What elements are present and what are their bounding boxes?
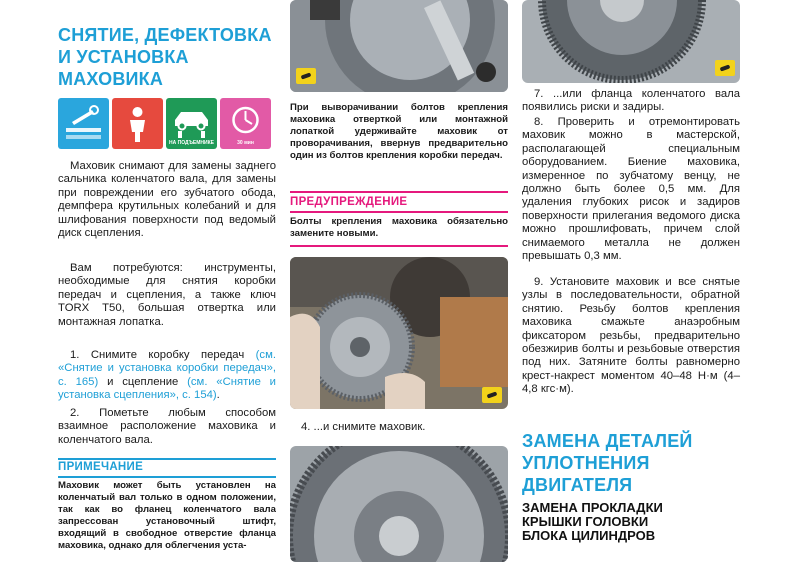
photo-unscrew-bolts <box>290 0 508 92</box>
section2-title-line: УПЛОТНЕНИЯ <box>522 453 650 473</box>
step-9: 9. Установите маховик и все снятые узлы в последовательности, обратной снятию. Резьбу болтов крепления маховика смажьте анаэробным фиксатором резьбы, предварительно обезжирив болты и резьбовые отверстия под них. Затяните болты равномерно крест-накрест моментом 40–48 Н·м (4–4,8 кгс·м). <box>522 276 740 396</box>
step-1: 1. Снимите коробку передач (см. «Снятие и установка коробки передач», с. 165) и сцепление (см. «Снятие и установка сцепления», с. 154). <box>58 349 276 402</box>
warning-rule <box>290 211 508 213</box>
lift-caption: НА ПОДЪЕМНИКЕ <box>168 140 215 146</box>
subsection-title-line: БЛОКА ЦИЛИНДРОВ <box>522 528 656 543</box>
time-caption: 30 мин <box>237 140 254 146</box>
wrench-skill-icon <box>58 98 109 149</box>
step-4: 4. ...и снимите маховик. <box>301 421 426 433</box>
tool-tag-icon <box>715 60 735 76</box>
photo-flywheel-surface <box>290 446 508 562</box>
subsection-title-line: КРЫШКИ ГОЛОВКИ <box>522 514 649 529</box>
warning-text: Болты крепления маховика обязательно замените новыми. <box>290 216 508 239</box>
tool-tag-icon <box>482 387 502 403</box>
warning-top-rule <box>290 191 508 193</box>
link-gearbox[interactable]: (см. «Снятие и установка коробки передач», с. 165) <box>58 349 276 388</box>
step-7: 7. ...или фланца коленчатого вала появились риски и задиры. <box>522 88 740 114</box>
note-heading: ПРИМЕЧАНИЕ <box>58 461 144 473</box>
tool-tag-icon <box>296 68 316 84</box>
photo-remove-flywheel <box>290 257 508 409</box>
note-text: Маховик может быть установлен на коленчатый вал только в одном положении, так как во фланец коленчатого вала запрессован установочный штифт, входящий в свободное отверстие фланца маховика, однако для облегчения уста- <box>58 480 276 551</box>
section2-title-line: ДВИГАТЕЛЯ <box>522 475 633 495</box>
subsection-title-line: ЗАМЕНА ПРОКЛАДКИ <box>522 500 663 515</box>
note-top-rule <box>58 458 276 460</box>
note-rule <box>58 476 276 478</box>
section2-title-line: ЗАМЕНА ДЕТАЛЕЙ <box>522 431 693 451</box>
tools-paragraph: Вам потребуются: инструменты, необходимые для снятия коробки передач и сцепления, а также ключ TORX T50, большая отвертка или монтажная лопатка. <box>58 262 276 328</box>
intro-paragraph: Маховик снимают для замены заднего сальника коленчатого вала, для замены при повреждении его зубчатого обода, демпфера крутильных колебаний и для шлифования поверхности под ведомый диск сцепления. <box>58 160 276 240</box>
photo-caption: При выворачивании болтов крепления маховика отверткой или монтажной лопаткой удерживайте маховик от проворачивания, ввернув предварительно один из болтов крепления коробки передач. <box>290 102 508 161</box>
photo-flywheel-teeth <box>522 0 740 83</box>
step-8: 8. Проверить и отремонтировать маховик можно в мастерской, располагающей специальным оборудованием. Биение маховика, измеренное по зубчатому венцу, не должно быть более 0,5 мм. Для удаления глубоких рисок и задиров поверхности прилегания ведомого диска можно прошлифовать, причем слой снимаемого металла не должен превышать 0,3 мм. <box>522 116 740 263</box>
lift-car-icon <box>166 98 217 149</box>
link-clutch[interactable]: (см. «Снятие и установка сцепления», с. 154) <box>58 375 276 402</box>
section-title-line: И УСТАНОВКА <box>58 47 189 67</box>
one-person-icon <box>112 98 163 149</box>
section-title-line: СНЯТИЕ, ДЕФЕКТОВКА <box>58 25 272 45</box>
time-icon <box>220 98 271 149</box>
difficulty-icons <box>58 98 271 149</box>
step-2: 2. Пометьте любым способом взаимное расположение маховика и коленчатого вала. <box>58 407 276 446</box>
warning-heading: ПРЕДУПРЕЖДЕНИЕ <box>290 196 408 208</box>
section-title-line: МАХОВИКА <box>58 69 164 89</box>
warning-bottom-rule <box>290 245 508 247</box>
